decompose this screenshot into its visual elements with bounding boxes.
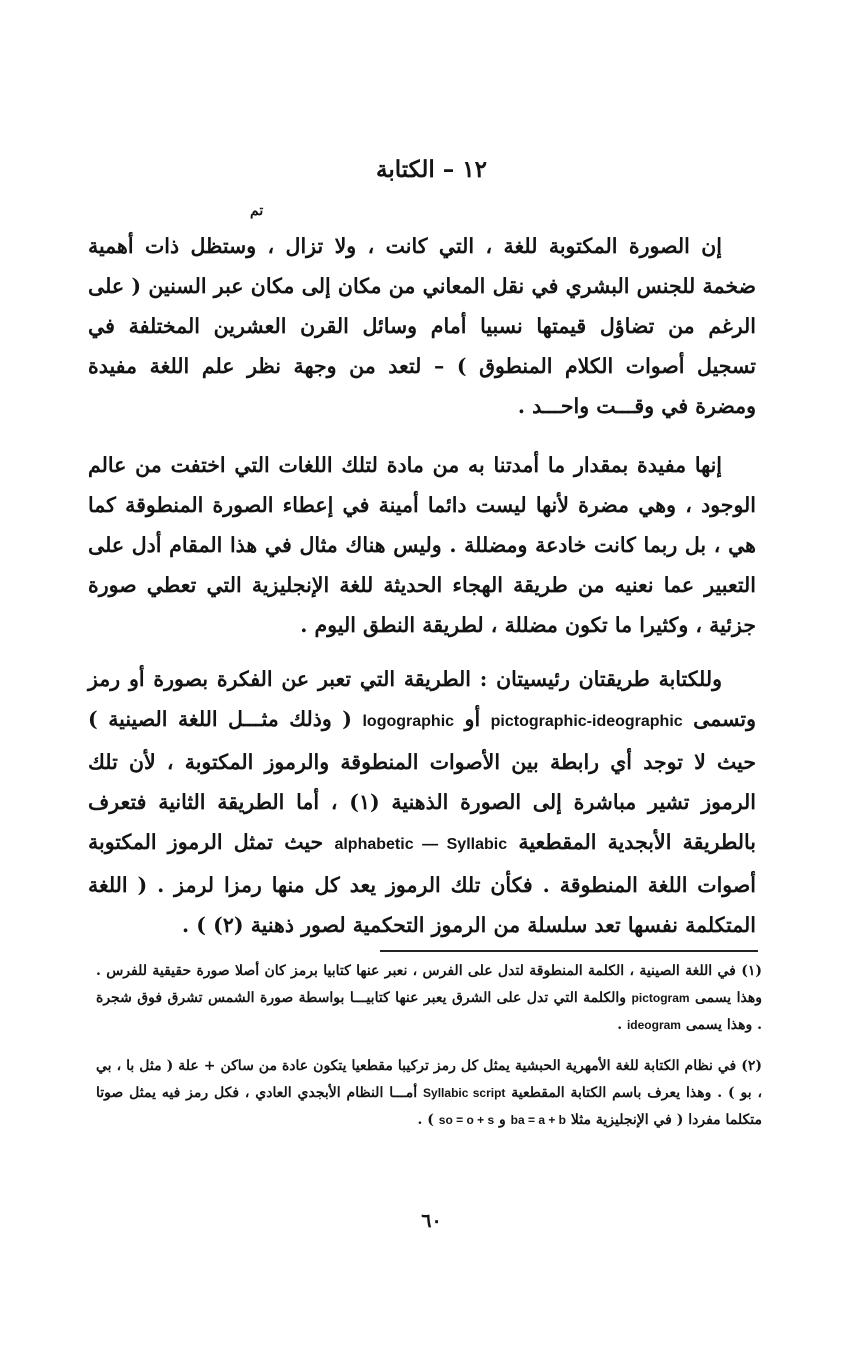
paragraph-3-or: أو — [464, 707, 481, 731]
footnote-2-part-1: في نظام الكتابة للغة الأمهرية الحبشية يمثل كل رمز تركيبا مقطعيا يتكون عادة من ساكن + علة ( مثل با ، بي ، بو ) . وهذا يعرف باسم الكتابة المقطعية — [96, 1058, 762, 1101]
term-logographic: logographic — [362, 713, 455, 730]
paragraph-3-part-1: وللكتابة طريقتان رئيسيتان : الطريقة التي تعبر عن الفكرة بصورة أو رمز وتسمى — [88, 667, 757, 731]
term-alphabetic-syllabic: alphabetic — Syllabic — [334, 836, 508, 853]
footnote-2-text — [96, 1053, 762, 1134]
paragraph-1 — [88, 226, 756, 426]
footnote-1 — [96, 958, 762, 1039]
footnote-2 — [96, 1053, 762, 1134]
paragraph-3-text — [88, 659, 756, 945]
paragraph-3 — [88, 659, 756, 945]
footnote-1-part-1: في اللغة الصينية ، الكلمة المنطوقة لتدل على الفرس ، نعبر عنها كتابيا برمز كان أصلا صورة حقيقية للفرس . وهذا يسمى — [96, 963, 763, 1006]
page-number: ٦٠ — [421, 1210, 442, 1232]
formula-ba: ba = a + b — [510, 1113, 567, 1127]
term-pictographic-ideographic: pictographic-ideographic — [490, 713, 683, 730]
footnote-1-marker: (١) — [741, 963, 763, 979]
footnote-2-part-2: أمـــا النظام الأبجدي العادي ، فكل رمز فيه يمثل صوتا متكلما مفردا ( في الإنجليزية مثلا — [96, 1085, 762, 1128]
paragraph-2-text: إنها مفيدة بمقدار ما أمدتنا به من مادة لتلك اللغات التي اختفت من عالم الوجود ، وهي مضرة لأنها ليست دائما أمينة في إعطاء الصورة المنطوقة كما هي ، بل ربما كانت خادعة ومضللة . وليس هناك مثال في هذا المقام أدل على التعبير عما نعنيه من طريقة الهجاء الحديثة للغة الإنجليزية التي تعطي صورة جزئية ، وكثيرا ما تكون مضللة ، لطريقة النطق اليوم . — [88, 453, 756, 637]
term-pictogram: pictogram — [631, 991, 690, 1005]
paragraph-2 — [88, 445, 756, 645]
term-ideogram: ideogram — [626, 1018, 681, 1032]
footnote-1-part-2: والكلمة التي تدل على الشرق يعبر عنها كتابيـــا بواسطة صورة الشمس تشرق فوق شجرة . وهذا يسمى — [96, 990, 762, 1033]
term-syllabic-script: Syllabic script — [423, 1086, 506, 1100]
chapter-title: ١٢ – الكتابة — [375, 156, 487, 183]
footnote-1-part-3: . — [617, 1017, 623, 1033]
paragraph-3-part-2: ( وذلك مثـــل اللغة الصينية ) حيث لا توجد أي رابطة بين الأصوات المنطوقة والرموز المكتوبة ، لأن تلك الرموز تشير مباشرة إلى الصورة الذهنية (١) ، أما الطريقة الثانية فتعرف بالطريقة الأبجدية المقطعية — [88, 707, 757, 854]
footnote-1-text — [96, 958, 762, 1039]
footnote-2-part-4: ) . — [417, 1112, 434, 1128]
paragraph-3-part-3: حيث تمثل الرموز المكتوبة أصوات اللغة المنطوقة . فكأن تلك الرموز يعد كل منها رمزا لرمز . ( اللغة المتكلمة نفسها تعد سلسلة من الرموز التحكمية لصور ذهنية (٢) ) . — [88, 830, 756, 937]
formula-so: so = o + s — [438, 1113, 495, 1127]
footnote-separator — [380, 950, 758, 952]
handwritten-mark: تم — [250, 203, 264, 219]
footnote-2-marker: (٢) — [741, 1058, 763, 1074]
paragraph-1-text: إن الصورة المكتوبة للغة ، التي كانت ، ولا تزال ، وستظل ذات أهمية ضخمة للجنس البشري في نقل المعاني من مكان إلى مكان عبر السنين ( على الرغم من تضاؤل قيمتها نسبيا أمام وسائل القرن العشرين المختلفة في تسجيل أصوات الكلام المنطوق ) – لتعد من وجهة نظر علم اللغة مفيدة ومضرة في وقـــت واحـــد . — [88, 234, 756, 418]
footnote-2-part-3: و — [499, 1112, 506, 1128]
